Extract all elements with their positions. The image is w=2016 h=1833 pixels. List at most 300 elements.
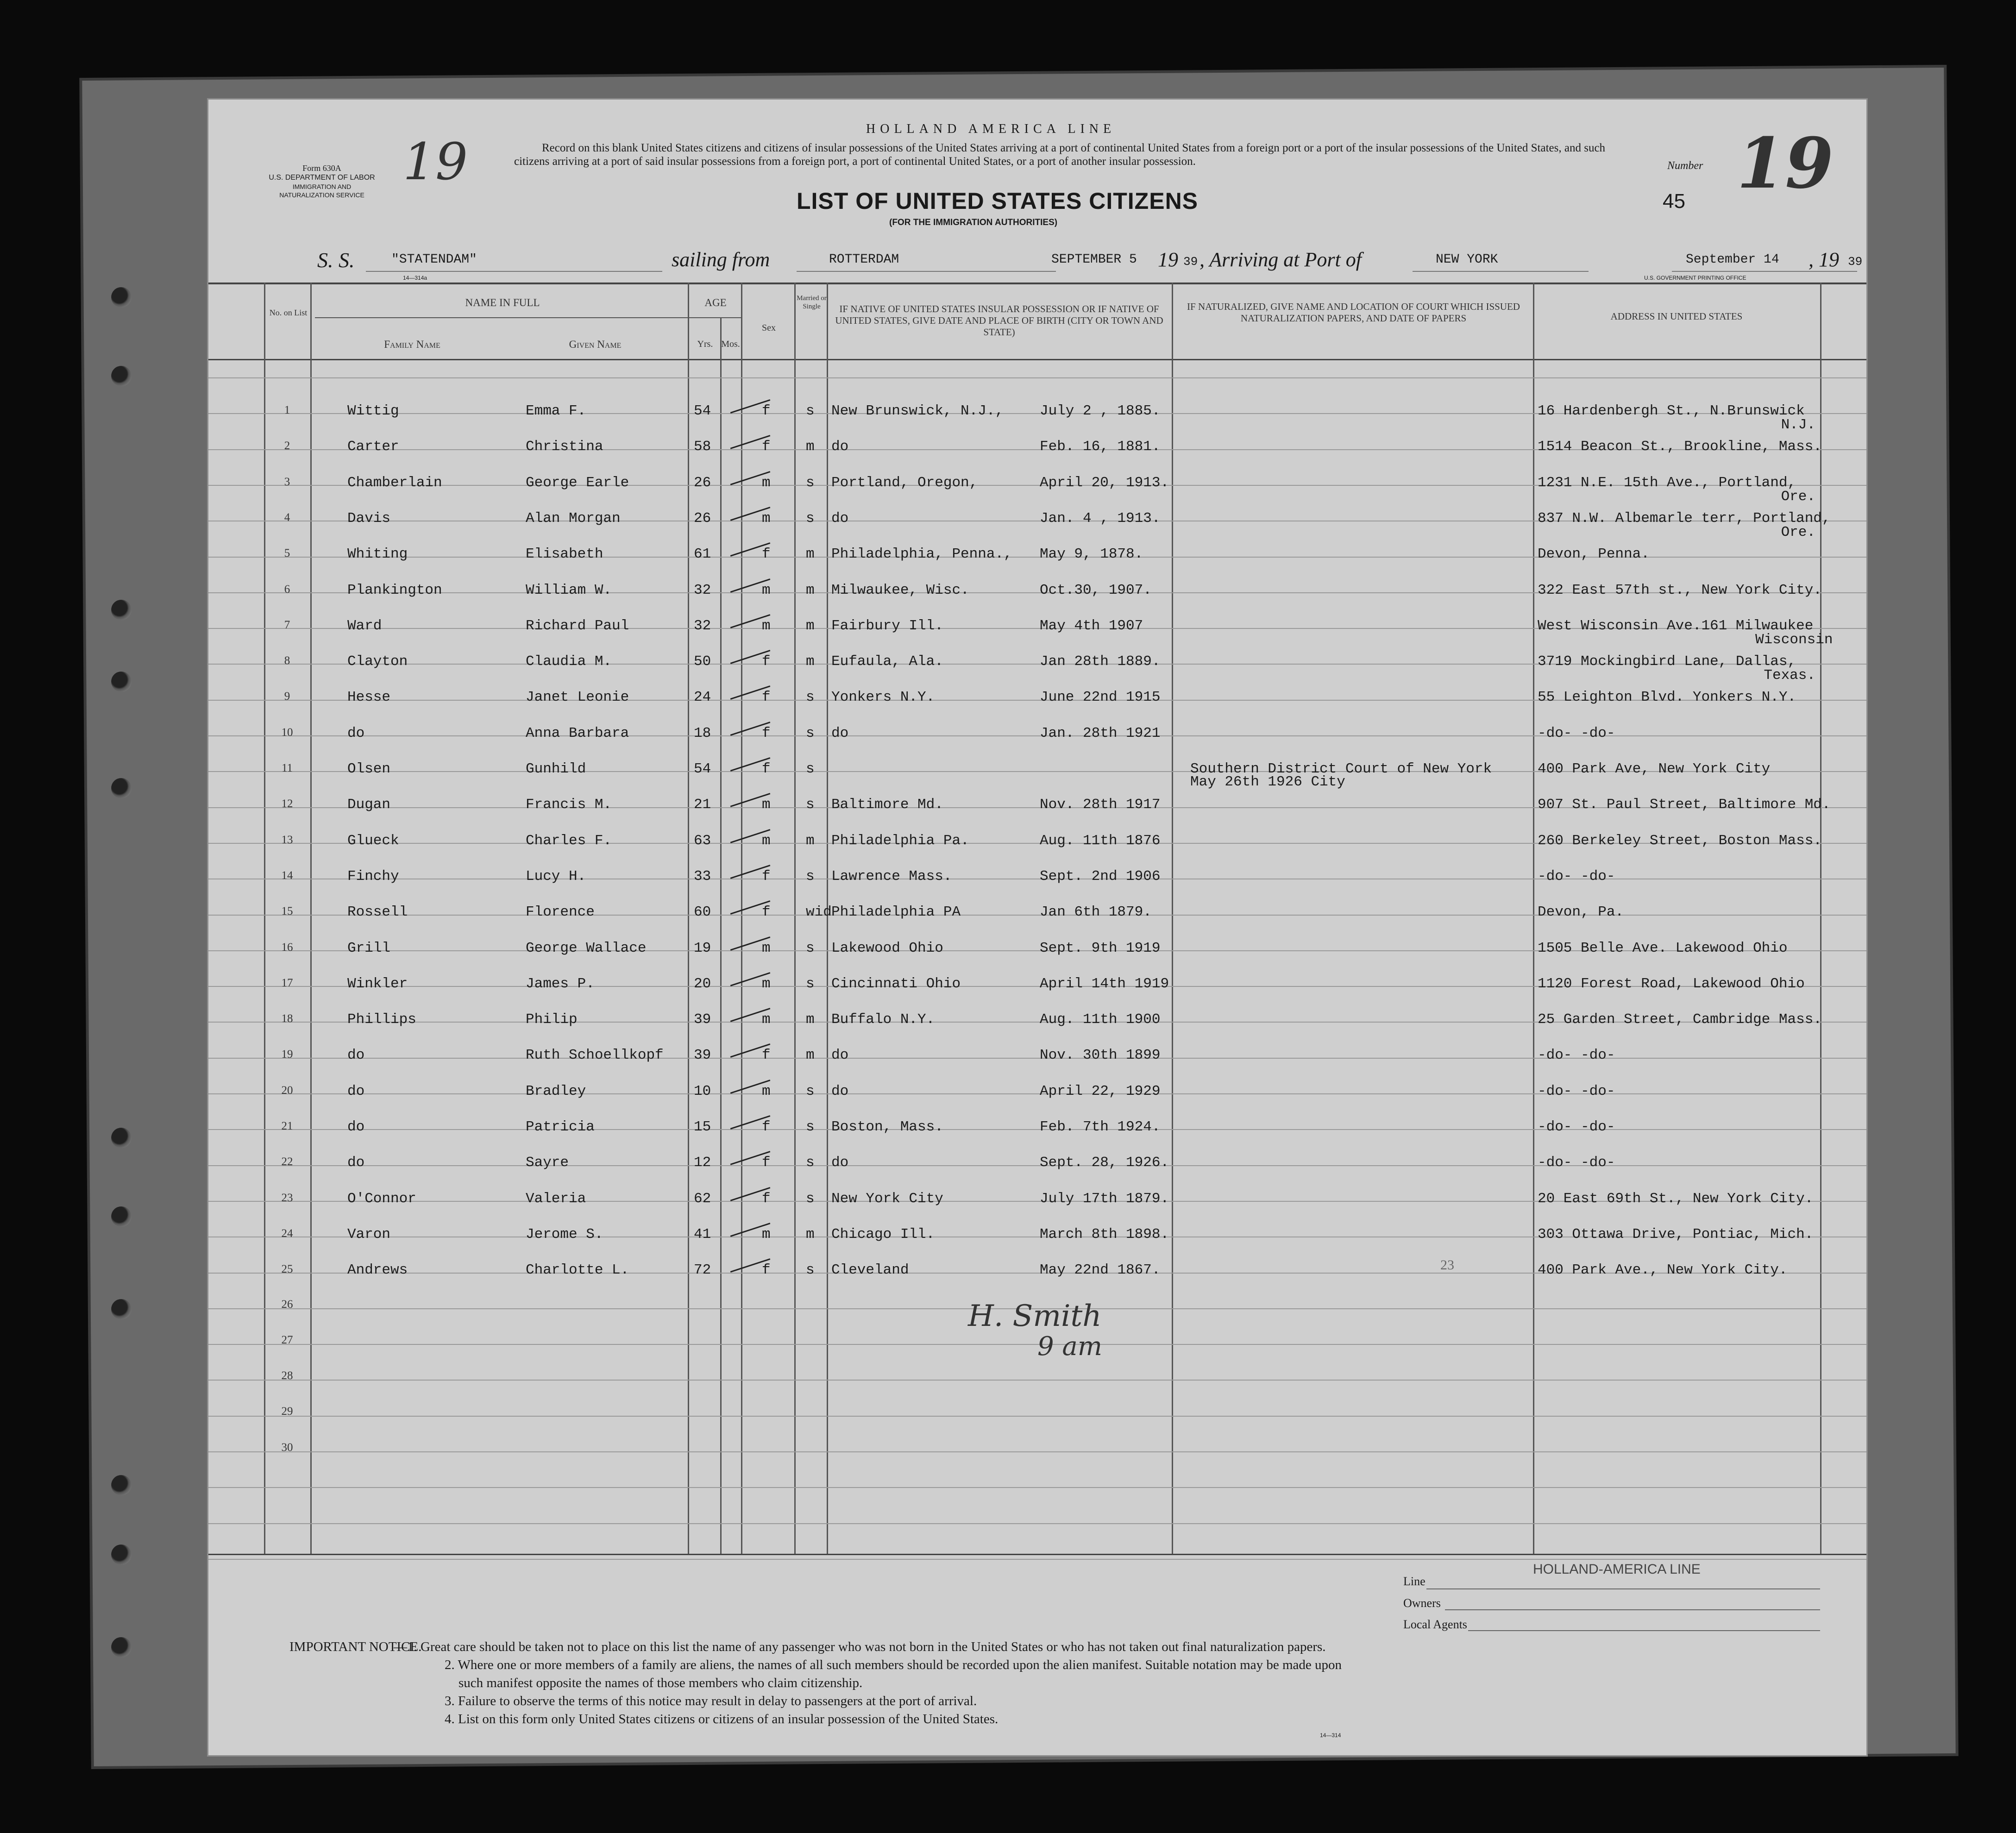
sex: f (762, 1119, 771, 1135)
punch-hole (111, 1206, 132, 1227)
rule-line (208, 1416, 1866, 1417)
birth-place: do (831, 510, 849, 527)
address: -do- -do- (1538, 1155, 1615, 1171)
form-number: Form 630A (302, 163, 341, 173)
sex: f (762, 1155, 771, 1171)
table-row (208, 1262, 1866, 1290)
row-number: 19 (281, 1048, 293, 1061)
col-header-given: Given Name (569, 339, 622, 350)
age: 24 (694, 689, 711, 705)
age: 32 (694, 618, 711, 634)
family-name: Ward (347, 618, 382, 634)
arrival-year: 39 (1848, 255, 1863, 269)
notice-1: —1. Great care should be taken not to place on this list the name of any passenger who was not born in the United States or who has not taken out final naturalization papers. (394, 1639, 1326, 1654)
row-number: 15 (281, 905, 293, 917)
birth-date: May 22nd 1867. (1040, 1262, 1161, 1278)
arrival-date: September 14 (1686, 252, 1779, 267)
col-header-name: NAME IN FULL (465, 297, 540, 308)
rule-line (208, 1487, 1866, 1488)
age: 39 (694, 1047, 711, 1063)
sex: f (762, 403, 771, 419)
address: 400 Park Ave, New York City (1538, 761, 1771, 777)
family-name: Dugan (347, 797, 391, 813)
footer-code: 14—314 (1320, 1732, 1341, 1739)
family-name: Rossell (347, 904, 408, 920)
sex: m (762, 510, 771, 527)
birth-date: May 9, 1878. (1040, 546, 1143, 562)
address: 1514 Beacon St., Brookline, Mass. (1538, 439, 1822, 455)
ship-name: "STATENDAM" (391, 252, 477, 267)
sex: m (762, 618, 771, 634)
row-number: 10 (281, 726, 293, 739)
instructions: Record on this blank United States citizens and citizens of insular possessions of the United States arriving at a port of continental United States from a foreign port or a port of the insular possessions of the United States, and such citizens arriving at a port of said insular possessions from a foreign port, a port of continental United States, or a port of another insular possession. (514, 142, 1606, 168)
birth-place: Eufaula, Ala. (831, 653, 943, 670)
row-number: 24 (281, 1227, 293, 1240)
birth-place: Milwaukee, Wisc. (831, 582, 969, 598)
given-name: George Earle (526, 475, 629, 491)
row-number: 30 (281, 1441, 293, 1454)
birth-date: Jan 6th 1879. (1040, 904, 1152, 920)
family-name: do (347, 1119, 365, 1135)
family-name: Varon (347, 1226, 391, 1243)
address: -do- -do- (1538, 1047, 1615, 1063)
departure-year: 39 (1183, 255, 1198, 269)
row-number: 13 (281, 834, 293, 846)
arrival-year-prefix: , 19 (1809, 248, 1839, 271)
table-row (208, 1047, 1866, 1075)
birth-date: Jan. 4 , 1913. (1040, 510, 1161, 527)
birth-date: Aug. 11th 1900 (1040, 1011, 1161, 1028)
birth-date: Sept. 9th 1919 (1040, 940, 1161, 956)
table-row (208, 403, 1866, 431)
punch-hole (111, 600, 132, 620)
address: -do- -do- (1538, 868, 1615, 885)
row-number: 1 (284, 404, 290, 416)
family-name: do (347, 1155, 365, 1171)
table-row (208, 1011, 1866, 1039)
marital-status: m (806, 439, 815, 455)
birth-place: New Brunswick, N.J., (831, 403, 1004, 419)
birth-place: Yonkers N.Y. (831, 689, 935, 705)
sailing-from: ROTTERDAM (829, 252, 899, 267)
punch-hole (111, 778, 132, 798)
given-name: Anna Barbara (526, 725, 629, 741)
row-number: 18 (281, 1012, 293, 1025)
birth-place: Lawrence Mass. (831, 868, 952, 885)
birth-place: Philadelphia, Penna., (831, 546, 1012, 562)
given-name: Richard Paul (526, 618, 629, 634)
family-name: Wittig (347, 403, 399, 419)
given-name: Claudia M. (526, 653, 612, 670)
table-row (208, 510, 1866, 538)
table-row (208, 976, 1866, 1004)
birth-date: Jan 28th 1889. (1040, 653, 1161, 670)
family-name: do (347, 725, 365, 741)
row-number: 12 (281, 797, 293, 810)
manifest-sheet (208, 100, 1866, 1755)
col-header-native: IF NATIVE OF UNITED STATES INSULAR POSSESSION OR IF NATIVE OF UNITED STATES, GIVE DATE AND PLACE OF BIRTH (CITY OR TOWN AND STATE) (835, 303, 1163, 338)
row-number: 2 (284, 439, 290, 452)
notice-2b: such manifest opposite the names of those members who claim citizenship. (458, 1676, 863, 1690)
printer-line: U.S. GOVERNMENT PRINTING OFFICE (1644, 275, 1746, 281)
birth-date: Jan. 28th 1921 (1040, 725, 1161, 741)
birth-place: Fairbury Ill. (831, 618, 943, 634)
sex: f (762, 439, 771, 455)
sex: f (762, 761, 771, 777)
punch-hole (111, 1299, 132, 1319)
age: 58 (694, 439, 711, 455)
given-name: Ruth Schoellkopf (526, 1047, 664, 1063)
given-name: Emma F. (526, 403, 586, 419)
sex: f (762, 904, 771, 920)
birth-place: Chicago Ill. (831, 1226, 935, 1243)
punch-hole (111, 1637, 132, 1657)
sex: f (762, 1047, 771, 1063)
service-line2: NATURALIZATION SERVICE (279, 191, 364, 199)
birth-date: July 2 , 1885. (1040, 403, 1161, 419)
marital-status: s (806, 1083, 815, 1099)
col-header-no: No. on List (269, 308, 308, 317)
table-row (208, 1083, 1866, 1111)
family-name: Finchy (347, 868, 399, 885)
row-number: 20 (281, 1084, 293, 1097)
birth-date: July 17th 1879. (1040, 1191, 1169, 1207)
given-name: James P. (526, 976, 595, 992)
birth-place: Cleveland (831, 1262, 909, 1278)
sex: f (762, 1262, 771, 1278)
address: Devon, Pa. (1538, 904, 1624, 920)
table-row (208, 833, 1866, 860)
family-name: do (347, 1083, 365, 1099)
family-name: Winkler (347, 976, 408, 992)
departure-date: SEPTEMBER 5 (1051, 252, 1137, 267)
row-number: 11 (281, 762, 293, 774)
birth-date: June 22nd 1915 (1040, 689, 1161, 705)
given-name: Patricia (526, 1119, 595, 1135)
marital-status: s (806, 1155, 815, 1171)
given-name: Jerome S. (526, 1226, 603, 1243)
marital-status: s (806, 475, 815, 491)
marital-status: m (806, 1011, 815, 1028)
given-name: Charlotte L. (526, 1262, 629, 1278)
family-name: Olsen (347, 761, 391, 777)
table-row (208, 725, 1866, 753)
family-name: Whiting (347, 546, 408, 562)
table-row (208, 868, 1866, 896)
naturalization: Southern District Court of New York (1190, 761, 1492, 777)
age: 15 (694, 1119, 711, 1135)
sailing-label: sailing from (672, 248, 770, 271)
row-number: 8 (284, 654, 290, 667)
marital-status: s (806, 725, 815, 741)
age: 26 (694, 475, 711, 491)
row-number: 23 (281, 1192, 293, 1204)
birth-place: Portland, Oregon, (831, 475, 978, 491)
address-line2: N.J. (1781, 417, 1815, 433)
birth-place: Boston, Mass. (831, 1119, 943, 1135)
sex: f (762, 546, 771, 562)
row-number: 29 (281, 1405, 293, 1418)
table-row (208, 940, 1866, 968)
table-row (208, 1119, 1866, 1147)
notice-4: 4. List on this form only United States citizens or citizens of an insular possession of the United States. (445, 1712, 999, 1726)
age: 72 (694, 1262, 711, 1278)
row-number: 5 (284, 547, 290, 559)
age: 54 (694, 403, 711, 419)
row-number: 25 (281, 1263, 293, 1275)
handwritten-number-left: 19 (403, 132, 468, 191)
sex: f (762, 653, 771, 670)
address-line2: Texas. (1764, 667, 1815, 684)
row-number: 3 (284, 476, 290, 488)
family-name: Plankington (347, 582, 442, 598)
birth-place: do (831, 1047, 849, 1063)
sex: m (762, 1083, 771, 1099)
birth-date: April 20, 1913. (1040, 475, 1169, 491)
rule-line (208, 1380, 1866, 1381)
given-name: Gunhild (526, 761, 586, 777)
birth-place: Cincinnati Ohio (831, 976, 961, 992)
sex: f (762, 725, 771, 741)
address: West Wisconsin Ave.161 Milwaukee (1538, 618, 1814, 634)
age: 33 (694, 868, 711, 885)
address: -do- -do- (1538, 1083, 1615, 1099)
sex: f (762, 689, 771, 705)
birth-date: Sept. 28, 1926. (1040, 1155, 1169, 1171)
rule-line (208, 1523, 1866, 1524)
footer-agents-label: Local Agents (1403, 1618, 1467, 1631)
notice-2a: 2. Where one or more members of a family are aliens, the names of all such members should be recorded upon the alien manifest. Suitable notation may be made upon (445, 1657, 1342, 1672)
birth-place: do (831, 725, 849, 741)
number-label: Number (1667, 160, 1703, 172)
age: 50 (694, 653, 711, 670)
birth-date: Nov. 28th 1917 (1040, 797, 1161, 813)
family-name: O'Connor (347, 1191, 416, 1207)
row-number: 21 (281, 1120, 293, 1132)
birth-date: Sept. 2nd 1906 (1040, 868, 1161, 885)
row-number: 16 (281, 941, 293, 954)
given-name: Elisabeth (526, 546, 603, 562)
marital-status: s (806, 1119, 815, 1135)
age: 20 (694, 976, 711, 992)
departure-year-prefix: 19 (1158, 248, 1178, 271)
handwritten-time: 9 am (1037, 1331, 1102, 1362)
address: 20 East 69th St., New York City. (1538, 1191, 1814, 1207)
given-name: Philip (526, 1011, 578, 1028)
address: 16 Hardenbergh St., N.Brunswick (1538, 403, 1805, 419)
marital-status: wid (806, 904, 832, 920)
address: 322 East 57th st., New York City. (1538, 582, 1822, 598)
rule-line (208, 1559, 1866, 1560)
given-name: Christina (526, 439, 603, 455)
address: 303 Ottawa Drive, Pontiac, Mich. (1538, 1226, 1814, 1243)
col-header-age: AGE (704, 297, 727, 308)
table-row (208, 439, 1866, 466)
given-name: Janet Leonie (526, 689, 629, 705)
footer-line-label: Line (1403, 1575, 1426, 1588)
notice-3: 3. Failure to observe the terms of this notice may result in delay to passengers at the port of arrival. (445, 1694, 977, 1708)
ss-label: S. S. (317, 248, 355, 272)
row-number: 7 (284, 619, 290, 631)
address-line2: Ore. (1781, 489, 1815, 505)
family-name: Carter (347, 439, 399, 455)
row-number: 28 (281, 1369, 293, 1382)
age: 62 (694, 1191, 711, 1207)
marital-status: s (806, 940, 815, 956)
address: 1120 Forest Road, Lakewood Ohio (1538, 976, 1805, 992)
age: 63 (694, 833, 711, 849)
handwritten-number-right: 19 (1737, 123, 1834, 204)
age: 21 (694, 797, 711, 813)
sex: m (762, 475, 771, 491)
col-header-address: ADDRESS IN UNITED STATES (1610, 311, 1743, 322)
table-row (208, 689, 1866, 717)
table-row (208, 618, 1866, 646)
address: 3719 Mockingbird Lane, Dallas, (1538, 653, 1796, 670)
footer-owners-label: Owners (1403, 1596, 1441, 1610)
birth-place: Philadelphia Pa. (831, 833, 969, 849)
birth-place: do (831, 439, 849, 455)
page-title: LIST OF UNITED STATES CITIZENS (797, 188, 1199, 214)
marital-status: s (806, 1191, 815, 1207)
age: 10 (694, 1083, 711, 1099)
notice-title: IMPORTANT NOTICE. (289, 1639, 422, 1654)
table-row (208, 582, 1866, 610)
arriving-label: , Arriving at Port of (1200, 248, 1362, 271)
punch-hole (111, 366, 132, 386)
table-row (208, 546, 1866, 574)
age: 39 (694, 1011, 711, 1028)
table-row (208, 904, 1866, 932)
sex: f (762, 1191, 771, 1207)
row-number: 9 (284, 690, 290, 703)
sex: m (762, 582, 771, 598)
given-name: George Wallace (526, 940, 647, 956)
marital-status: m (806, 546, 815, 562)
address: 837 N.W. Albemarle terr, Portland, (1538, 510, 1831, 527)
given-name: Bradley (526, 1083, 586, 1099)
marital-status: m (806, 582, 815, 598)
family-name: Grill (347, 940, 391, 956)
sex: m (762, 833, 771, 849)
marital-status: s (806, 976, 815, 992)
address: 400 Park Ave., New York City. (1538, 1262, 1788, 1278)
address-line2: Wisconsin (1755, 632, 1833, 648)
given-name: Francis M. (526, 797, 612, 813)
family-name: Phillips (347, 1011, 416, 1028)
department: U.S. DEPARTMENT OF LABOR (269, 174, 375, 182)
given-name: Charles F. (526, 833, 612, 849)
col-header-married: Married or Single (797, 295, 827, 310)
table-row (208, 475, 1866, 505)
marital-status: m (806, 1047, 815, 1063)
marital-status: s (806, 868, 815, 885)
birth-date: March 8th 1898. (1040, 1226, 1169, 1243)
family-name: Andrews (347, 1262, 408, 1278)
punch-hole (111, 672, 132, 692)
given-name: Sayre (526, 1155, 569, 1171)
sex: m (762, 1226, 771, 1243)
row-number: 27 (281, 1334, 293, 1346)
rule-line (208, 1451, 1866, 1452)
service-line1: IMMIGRATION AND (292, 183, 352, 190)
address: 1505 Belle Ave. Lakewood Ohio (1538, 940, 1788, 956)
col-header-family: Family Name (384, 339, 440, 350)
birth-date: April 14th 1919 (1040, 976, 1169, 992)
birth-date: Oct.30, 1907. (1040, 582, 1152, 598)
family-name: Hesse (347, 689, 391, 705)
table-row (208, 653, 1866, 684)
punch-hole (111, 287, 132, 308)
given-name: Florence (526, 904, 595, 920)
margin-note: 23 (1440, 1257, 1454, 1273)
address-line2: Ore. (1781, 524, 1815, 540)
birth-date: April 22, 1929 (1040, 1083, 1161, 1099)
age: 32 (694, 582, 711, 598)
col-header-sex: Sex (762, 323, 776, 333)
birth-place: New York City (831, 1191, 943, 1207)
row-number: 6 (284, 583, 290, 596)
age: 12 (694, 1155, 711, 1171)
family-name: Chamberlain (347, 475, 442, 491)
address: Devon, Penna. (1538, 546, 1650, 562)
arrival-port: NEW YORK (1436, 252, 1498, 267)
col-header-naturalized: IF NATURALIZED, GIVE NAME AND LOCATION OF COURT WHICH ISSUED NATURALIZATION PAPERS, AND DATE OF PAPERS (1187, 301, 1520, 324)
birth-date: Feb. 7th 1924. (1040, 1119, 1161, 1135)
sex: f (762, 868, 771, 885)
line-stamp: HOLLAND-AMERICA LINE (1533, 1562, 1701, 1577)
birth-place: Buffalo N.Y. (831, 1011, 935, 1028)
row-number: 22 (281, 1155, 293, 1168)
marital-status: s (806, 761, 815, 777)
family-name: Clayton (347, 653, 408, 670)
row-number: 14 (281, 869, 293, 882)
birth-place: do (831, 1155, 849, 1171)
address: -do- -do- (1538, 725, 1615, 741)
age: 54 (694, 761, 711, 777)
address: 907 St. Paul Street, Baltimore Md. (1538, 797, 1831, 813)
table-row (208, 1226, 1866, 1254)
birth-place: do (831, 1083, 849, 1099)
birth-place: Philadelphia PA (831, 904, 961, 920)
marital-status: s (806, 1262, 815, 1278)
address: -do- -do- (1538, 1119, 1615, 1135)
marital-status: s (806, 510, 815, 527)
age: 61 (694, 546, 711, 562)
marital-status: m (806, 833, 815, 849)
row-number: 26 (281, 1298, 293, 1311)
given-name: Lucy H. (526, 868, 586, 885)
birth-place: Baltimore Md. (831, 797, 943, 813)
address: 260 Berkeley Street, Boston Mass. (1538, 833, 1822, 849)
address: 25 Garden Street, Cambridge Mass. (1538, 1011, 1822, 1028)
birth-date: Nov. 30th 1899 (1040, 1047, 1161, 1063)
birth-place: Lakewood Ohio (831, 940, 943, 956)
sex: m (762, 797, 771, 813)
birth-date: Aug. 11th 1876 (1040, 833, 1161, 849)
handwritten-initials: H. Smith (968, 1299, 1102, 1333)
given-name: William W. (526, 582, 612, 598)
punch-hole (111, 1475, 132, 1495)
birth-date: Feb. 16, 1881. (1040, 439, 1161, 455)
age: 26 (694, 510, 711, 527)
table-row (208, 1155, 1866, 1182)
given-name: Alan Morgan (526, 510, 621, 527)
sex: m (762, 1011, 771, 1028)
address: 55 Leighton Blvd. Yonkers N.Y. (1538, 689, 1796, 705)
sex: m (762, 940, 771, 956)
birth-date: May 4th 1907 (1040, 618, 1143, 634)
